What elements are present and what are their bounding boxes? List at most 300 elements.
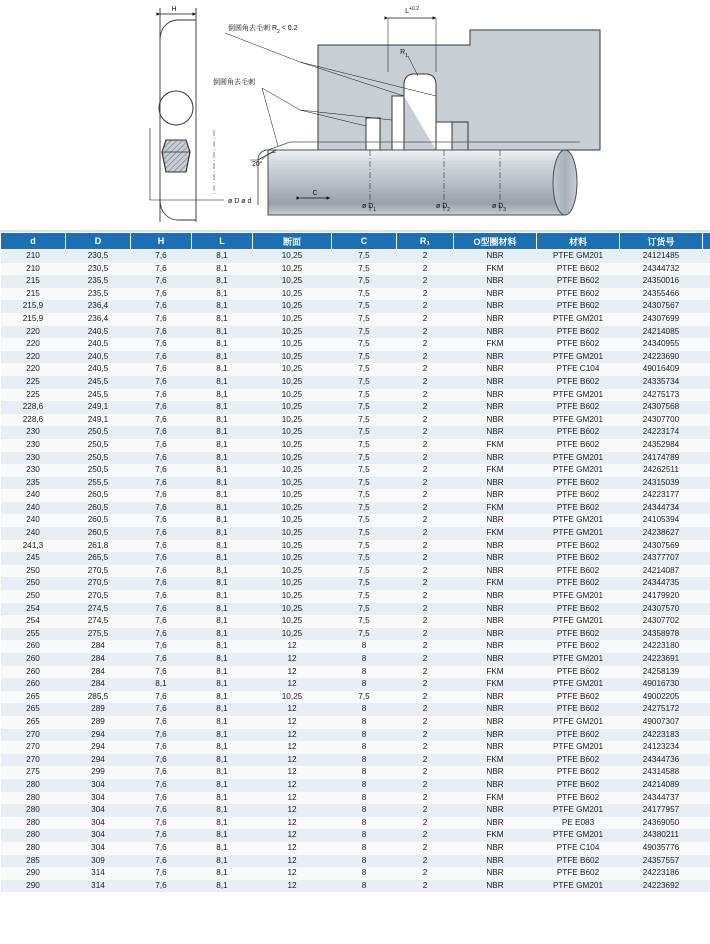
cell-order-number: 49035776 bbox=[620, 842, 703, 855]
table-row[interactable] bbox=[1, 414, 710, 427]
dim-D1-label: ø $D_1$ bbox=[362, 203, 377, 213]
cell-order-number: 24214087 bbox=[620, 565, 703, 578]
cell-d: 215 bbox=[1, 275, 66, 288]
col-header-d: d bbox=[1, 233, 66, 250]
cell-stock-indicator bbox=[703, 577, 710, 590]
table-row[interactable] bbox=[1, 628, 710, 641]
table-row[interactable] bbox=[1, 615, 710, 628]
cell-order-number: 24315039 bbox=[620, 477, 703, 490]
cell-order-number: 49016409 bbox=[620, 363, 703, 376]
table-row[interactable] bbox=[1, 653, 710, 666]
cell-section: 12 bbox=[253, 716, 332, 729]
cell-material: PTFE B602 bbox=[537, 338, 620, 351]
table-row[interactable] bbox=[1, 804, 710, 817]
cell-R1: 2 bbox=[397, 792, 454, 805]
cell-L: 8,1 bbox=[192, 338, 253, 351]
cell-stock-indicator bbox=[703, 615, 710, 628]
cell-material: PTFE GM201 bbox=[537, 527, 620, 540]
cell-D: 240,5 bbox=[66, 338, 131, 351]
cell-order-number: 24350016 bbox=[620, 275, 703, 288]
cell-oring-material: FKM bbox=[454, 666, 537, 679]
cell-d: 220 bbox=[1, 351, 66, 364]
cell-oring-material: NBR bbox=[454, 565, 537, 578]
cell-d: 260 bbox=[1, 666, 66, 679]
cell-section: 10,25 bbox=[253, 565, 332, 578]
cell-order-number: 24344732 bbox=[620, 263, 703, 276]
table-row[interactable] bbox=[1, 855, 710, 868]
cell-oring-material: NBR bbox=[454, 552, 537, 565]
cell-R1: 2 bbox=[397, 703, 454, 716]
cell-section: 12 bbox=[253, 653, 332, 666]
cell-H: 7,6 bbox=[131, 653, 192, 666]
cell-material: PTFE GM201 bbox=[537, 313, 620, 326]
cell-material: PTFE GM201 bbox=[537, 389, 620, 402]
cell-d: 215,9 bbox=[1, 300, 66, 313]
cell-C: 7,5 bbox=[332, 300, 397, 313]
cell-L: 8,1 bbox=[192, 477, 253, 490]
cell-material: PTFE B602 bbox=[537, 275, 620, 288]
cell-H: 7,6 bbox=[131, 565, 192, 578]
table-row[interactable] bbox=[1, 401, 710, 414]
cell-L: 8,1 bbox=[192, 351, 253, 364]
cell-H: 7,6 bbox=[131, 703, 192, 716]
table-row[interactable] bbox=[1, 502, 710, 515]
cell-stock-indicator bbox=[703, 514, 710, 527]
cell-d: 280 bbox=[1, 817, 66, 830]
cell-H: 7,6 bbox=[131, 741, 192, 754]
cell-H: 7,6 bbox=[131, 842, 192, 855]
cell-L: 8,1 bbox=[192, 716, 253, 729]
cell-d: 280 bbox=[1, 779, 66, 792]
table-row[interactable] bbox=[1, 703, 710, 716]
table-row[interactable] bbox=[1, 313, 710, 326]
cell-L: 8,1 bbox=[192, 439, 253, 452]
cell-material: PTFE C104 bbox=[537, 842, 620, 855]
cell-oring-material: NBR bbox=[454, 804, 537, 817]
table-row[interactable] bbox=[1, 741, 710, 754]
table-row[interactable] bbox=[1, 326, 710, 339]
cell-R1: 2 bbox=[397, 766, 454, 779]
cell-d: 290 bbox=[1, 867, 66, 880]
cell-d: 240 bbox=[1, 489, 66, 502]
table-row[interactable] bbox=[1, 666, 710, 679]
cell-order-number: 24344737 bbox=[620, 792, 703, 805]
cell-stock-indicator bbox=[703, 313, 710, 326]
table-row[interactable] bbox=[1, 477, 710, 490]
cell-order-number: 24335734 bbox=[620, 376, 703, 389]
cell-oring-material: NBR bbox=[454, 703, 537, 716]
cell-section: 12 bbox=[253, 867, 332, 880]
cell-H: 7,6 bbox=[131, 414, 192, 427]
table-row[interactable] bbox=[1, 817, 710, 830]
cell-section: 12 bbox=[253, 817, 332, 830]
cell-order-number: 24307569 bbox=[620, 540, 703, 553]
cell-oring-material: NBR bbox=[454, 867, 537, 880]
cell-C: 7,5 bbox=[332, 603, 397, 616]
col-header-L: L bbox=[192, 233, 253, 250]
cell-section: 12 bbox=[253, 754, 332, 767]
cell-C: 7,5 bbox=[332, 502, 397, 515]
cell-D: 304 bbox=[66, 829, 131, 842]
cell-order-number: 24344736 bbox=[620, 754, 703, 767]
cell-section: 10,25 bbox=[253, 250, 332, 263]
cell-H: 7,6 bbox=[131, 326, 192, 339]
cell-C: 8 bbox=[332, 666, 397, 679]
table-row[interactable] bbox=[1, 829, 710, 842]
cell-order-number: 24307700 bbox=[620, 414, 703, 427]
cell-d: 250 bbox=[1, 565, 66, 578]
cell-material: PTFE GM201 bbox=[537, 452, 620, 465]
table-row[interactable] bbox=[1, 389, 710, 402]
cell-material: PTFE B602 bbox=[537, 439, 620, 452]
cell-section: 10,25 bbox=[253, 552, 332, 565]
cell-d: 265 bbox=[1, 716, 66, 729]
cell-D: 294 bbox=[66, 754, 131, 767]
cell-L: 8,1 bbox=[192, 880, 253, 893]
cell-H: 8,1 bbox=[131, 678, 192, 691]
cell-D: 270,5 bbox=[66, 565, 131, 578]
table-row[interactable] bbox=[1, 363, 710, 376]
cell-d: 250 bbox=[1, 590, 66, 603]
cell-stock-indicator bbox=[703, 880, 710, 893]
cell-stock-indicator bbox=[703, 300, 710, 313]
col-header-order-number: 订货号 bbox=[620, 233, 703, 250]
cell-D: 314 bbox=[66, 880, 131, 893]
cell-oring-material: NBR bbox=[454, 288, 537, 301]
cell-L: 8,1 bbox=[192, 389, 253, 402]
cell-D: 304 bbox=[66, 779, 131, 792]
cell-R1: 2 bbox=[397, 464, 454, 477]
cell-D: 284 bbox=[66, 678, 131, 691]
cell-R1: 2 bbox=[397, 691, 454, 704]
table-row[interactable] bbox=[1, 640, 710, 653]
cell-C: 7,5 bbox=[332, 615, 397, 628]
cell-H: 7,6 bbox=[131, 792, 192, 805]
cell-stock-indicator bbox=[703, 565, 710, 578]
cell-R1: 2 bbox=[397, 527, 454, 540]
cell-L: 8,1 bbox=[192, 565, 253, 578]
cell-L: 8,1 bbox=[192, 729, 253, 742]
cell-stock-indicator bbox=[703, 716, 710, 729]
cell-C: 8 bbox=[332, 804, 397, 817]
cell-oring-material: FKM bbox=[454, 792, 537, 805]
cell-section: 10,25 bbox=[253, 426, 332, 439]
cell-H: 7,6 bbox=[131, 514, 192, 527]
cell-R1: 2 bbox=[397, 313, 454, 326]
cell-oring-material: NBR bbox=[454, 741, 537, 754]
cell-material: PTFE GM201 bbox=[537, 880, 620, 893]
cell-order-number: 24238627 bbox=[620, 527, 703, 540]
table-row[interactable] bbox=[1, 867, 710, 880]
dim-angle-label: 20° bbox=[252, 161, 263, 168]
cell-H: 7,6 bbox=[131, 313, 192, 326]
cell-oring-material: FKM bbox=[454, 577, 537, 590]
cell-L: 8,1 bbox=[192, 326, 253, 339]
cell-d: 260 bbox=[1, 678, 66, 691]
cell-C: 7,5 bbox=[332, 691, 397, 704]
cell-material: PTFE B602 bbox=[537, 703, 620, 716]
cell-D: 236,4 bbox=[66, 313, 131, 326]
cell-L: 8,1 bbox=[192, 300, 253, 313]
cell-L: 8,1 bbox=[192, 577, 253, 590]
table-row[interactable] bbox=[1, 275, 710, 288]
cell-oring-material: FKM bbox=[454, 464, 537, 477]
cell-stock-indicator bbox=[703, 527, 710, 540]
table-row[interactable] bbox=[1, 464, 710, 477]
cell-material: PTFE GM201 bbox=[537, 829, 620, 842]
cell-order-number: 24355466 bbox=[620, 288, 703, 301]
cell-L: 8,1 bbox=[192, 779, 253, 792]
cell-L: 8,1 bbox=[192, 540, 253, 553]
cell-D: 275,5 bbox=[66, 628, 131, 641]
cell-D: 260,5 bbox=[66, 527, 131, 540]
cell-d: 228,6 bbox=[1, 401, 66, 414]
cell-stock-indicator bbox=[703, 389, 710, 402]
cell-D: 255,5 bbox=[66, 477, 131, 490]
cell-oring-material: NBR bbox=[454, 452, 537, 465]
cell-material: PTFE GM201 bbox=[537, 250, 620, 263]
table-row[interactable] bbox=[1, 716, 710, 729]
cell-L: 8,1 bbox=[192, 502, 253, 515]
cell-L: 8,1 bbox=[192, 552, 253, 565]
cell-H: 7,6 bbox=[131, 603, 192, 616]
table-row[interactable] bbox=[1, 376, 710, 389]
cell-R1: 2 bbox=[397, 439, 454, 452]
cell-oring-material: NBR bbox=[454, 842, 537, 855]
cell-order-number: 24307568 bbox=[620, 401, 703, 414]
cell-H: 7,6 bbox=[131, 817, 192, 830]
cell-stock-indicator bbox=[703, 351, 710, 364]
table-row[interactable] bbox=[1, 250, 710, 263]
cell-L: 8,1 bbox=[192, 754, 253, 767]
cell-R1: 2 bbox=[397, 540, 454, 553]
cell-L: 8,1 bbox=[192, 666, 253, 679]
cell-H: 7,6 bbox=[131, 880, 192, 893]
cell-C: 8 bbox=[332, 653, 397, 666]
cell-D: 294 bbox=[66, 741, 131, 754]
cell-section: 12 bbox=[253, 880, 332, 893]
cell-d: 270 bbox=[1, 754, 66, 767]
cell-oring-material: FKM bbox=[454, 263, 537, 276]
cell-order-number: 24121485 bbox=[620, 250, 703, 263]
cell-section: 10,25 bbox=[253, 363, 332, 376]
cell-order-number: 24369050 bbox=[620, 817, 703, 830]
cell-C: 8 bbox=[332, 829, 397, 842]
cell-stock-indicator bbox=[703, 376, 710, 389]
cell-H: 7,6 bbox=[131, 489, 192, 502]
cell-stock-indicator bbox=[703, 842, 710, 855]
cell-L: 8,1 bbox=[192, 452, 253, 465]
cell-R1: 2 bbox=[397, 414, 454, 427]
col-header-R1: R₁ bbox=[397, 233, 454, 250]
cell-stock-indicator bbox=[703, 502, 710, 515]
cell-oring-material: NBR bbox=[454, 376, 537, 389]
cell-C: 8 bbox=[332, 678, 397, 691]
cell-C: 8 bbox=[332, 817, 397, 830]
cell-stock-indicator bbox=[703, 426, 710, 439]
cell-C: 7,5 bbox=[332, 552, 397, 565]
cell-order-number: 24223692 bbox=[620, 880, 703, 893]
cell-D: 249,1 bbox=[66, 414, 131, 427]
table-row[interactable] bbox=[1, 842, 710, 855]
col-header-stock bbox=[703, 233, 710, 250]
table-row[interactable] bbox=[1, 603, 710, 616]
table-row[interactable] bbox=[1, 300, 710, 313]
table-row[interactable] bbox=[1, 691, 710, 704]
cell-d: 240 bbox=[1, 502, 66, 515]
cell-R1: 2 bbox=[397, 351, 454, 364]
cell-d: 270 bbox=[1, 741, 66, 754]
cell-R1: 2 bbox=[397, 401, 454, 414]
table-row[interactable] bbox=[1, 263, 710, 276]
cell-material: PTFE GM201 bbox=[537, 741, 620, 754]
cell-d: 270 bbox=[1, 729, 66, 742]
table-row[interactable] bbox=[1, 514, 710, 527]
table-row[interactable] bbox=[1, 540, 710, 553]
table-row[interactable] bbox=[1, 678, 710, 691]
cell-material: PTFE GM201 bbox=[537, 615, 620, 628]
cell-section: 10,25 bbox=[253, 263, 332, 276]
table-row[interactable] bbox=[1, 590, 710, 603]
cell-section: 10,25 bbox=[253, 514, 332, 527]
cell-H: 7,6 bbox=[131, 577, 192, 590]
cell-H: 7,6 bbox=[131, 389, 192, 402]
cell-d: 240 bbox=[1, 527, 66, 540]
cell-H: 7,6 bbox=[131, 829, 192, 842]
table-row[interactable] bbox=[1, 766, 710, 779]
cell-d: 255 bbox=[1, 628, 66, 641]
cell-section: 10,25 bbox=[253, 615, 332, 628]
cell-stock-indicator bbox=[703, 590, 710, 603]
cell-d: 215,9 bbox=[1, 313, 66, 326]
cell-material: PTFE GM201 bbox=[537, 514, 620, 527]
cell-d: 220 bbox=[1, 338, 66, 351]
cell-order-number: 24377707 bbox=[620, 552, 703, 565]
table-row[interactable] bbox=[1, 565, 710, 578]
cell-d: 235 bbox=[1, 477, 66, 490]
cell-stock-indicator bbox=[703, 867, 710, 880]
cell-L: 8,1 bbox=[192, 741, 253, 754]
table-row[interactable] bbox=[1, 552, 710, 565]
cell-d: 230 bbox=[1, 439, 66, 452]
cell-order-number: 24307702 bbox=[620, 615, 703, 628]
table-row[interactable] bbox=[1, 754, 710, 767]
cell-C: 7,5 bbox=[332, 414, 397, 427]
cell-C: 7,5 bbox=[332, 489, 397, 502]
table-row[interactable] bbox=[1, 288, 710, 301]
cell-d: 240 bbox=[1, 514, 66, 527]
cell-oring-material: NBR bbox=[454, 275, 537, 288]
cell-L: 8,1 bbox=[192, 678, 253, 691]
cell-C: 8 bbox=[332, 779, 397, 792]
cell-D: 304 bbox=[66, 792, 131, 805]
cell-D: 270,5 bbox=[66, 577, 131, 590]
cell-stock-indicator bbox=[703, 338, 710, 351]
cell-order-number: 24275172 bbox=[620, 703, 703, 716]
cell-stock-indicator bbox=[703, 489, 710, 502]
technical-drawing bbox=[0, 0, 710, 232]
cell-D: 284 bbox=[66, 666, 131, 679]
table-row[interactable] bbox=[1, 351, 710, 364]
cell-d: 225 bbox=[1, 389, 66, 402]
cell-R1: 2 bbox=[397, 326, 454, 339]
cell-oring-material: NBR bbox=[454, 389, 537, 402]
table-row[interactable] bbox=[1, 426, 710, 439]
cell-d: 280 bbox=[1, 842, 66, 855]
cell-L: 8,1 bbox=[192, 792, 253, 805]
cell-H: 7,6 bbox=[131, 804, 192, 817]
cell-D: 274,5 bbox=[66, 615, 131, 628]
table-row[interactable] bbox=[1, 779, 710, 792]
table-row[interactable] bbox=[1, 577, 710, 590]
cell-D: 260,5 bbox=[66, 514, 131, 527]
cell-material: PTFE GM201 bbox=[537, 464, 620, 477]
cell-R1: 2 bbox=[397, 288, 454, 301]
cell-oring-material: NBR bbox=[454, 590, 537, 603]
cell-stock-indicator bbox=[703, 452, 710, 465]
cell-L: 8,1 bbox=[192, 414, 253, 427]
cell-D: 245,5 bbox=[66, 376, 131, 389]
cell-d: 230 bbox=[1, 452, 66, 465]
cell-L: 8,1 bbox=[192, 804, 253, 817]
cell-H: 7,6 bbox=[131, 363, 192, 376]
cell-section: 12 bbox=[253, 842, 332, 855]
cell-D: 230,5 bbox=[66, 263, 131, 276]
cell-stock-indicator bbox=[703, 439, 710, 452]
cell-d: 275 bbox=[1, 766, 66, 779]
table-row[interactable] bbox=[1, 452, 710, 465]
cell-D: 270,5 bbox=[66, 590, 131, 603]
table-row[interactable] bbox=[1, 729, 710, 742]
cell-C: 7,5 bbox=[332, 590, 397, 603]
cell-section: 12 bbox=[253, 766, 332, 779]
cell-C: 8 bbox=[332, 640, 397, 653]
cell-oring-material: NBR bbox=[454, 640, 537, 653]
cell-C: 8 bbox=[332, 855, 397, 868]
cell-D: 289 bbox=[66, 716, 131, 729]
cell-L: 8,1 bbox=[192, 288, 253, 301]
cell-R1: 2 bbox=[397, 615, 454, 628]
cell-L: 8,1 bbox=[192, 275, 253, 288]
cell-material: PTFE GM201 bbox=[537, 590, 620, 603]
cell-R1: 2 bbox=[397, 426, 454, 439]
table-row[interactable] bbox=[1, 338, 710, 351]
cell-order-number: 24262511 bbox=[620, 464, 703, 477]
cell-oring-material: NBR bbox=[454, 628, 537, 641]
cell-order-number: 49016730 bbox=[620, 678, 703, 691]
cell-order-number: 24307699 bbox=[620, 313, 703, 326]
cell-R1: 2 bbox=[397, 389, 454, 402]
cell-stock-indicator bbox=[703, 552, 710, 565]
cell-D: 240,5 bbox=[66, 326, 131, 339]
cell-order-number: 24344735 bbox=[620, 577, 703, 590]
cell-D: 250,5 bbox=[66, 439, 131, 452]
cell-D: 249,1 bbox=[66, 401, 131, 414]
table-row[interactable] bbox=[1, 527, 710, 540]
cell-oring-material: NBR bbox=[454, 855, 537, 868]
table-row[interactable] bbox=[1, 880, 710, 893]
cell-C: 8 bbox=[332, 741, 397, 754]
cell-R1: 2 bbox=[397, 640, 454, 653]
table-row[interactable] bbox=[1, 792, 710, 805]
table-row[interactable] bbox=[1, 439, 710, 452]
table-row[interactable] bbox=[1, 489, 710, 502]
cell-section: 10,25 bbox=[253, 439, 332, 452]
cell-R1: 2 bbox=[397, 250, 454, 263]
cell-C: 7,5 bbox=[332, 263, 397, 276]
cell-oring-material: NBR bbox=[454, 313, 537, 326]
cell-stock-indicator bbox=[703, 855, 710, 868]
